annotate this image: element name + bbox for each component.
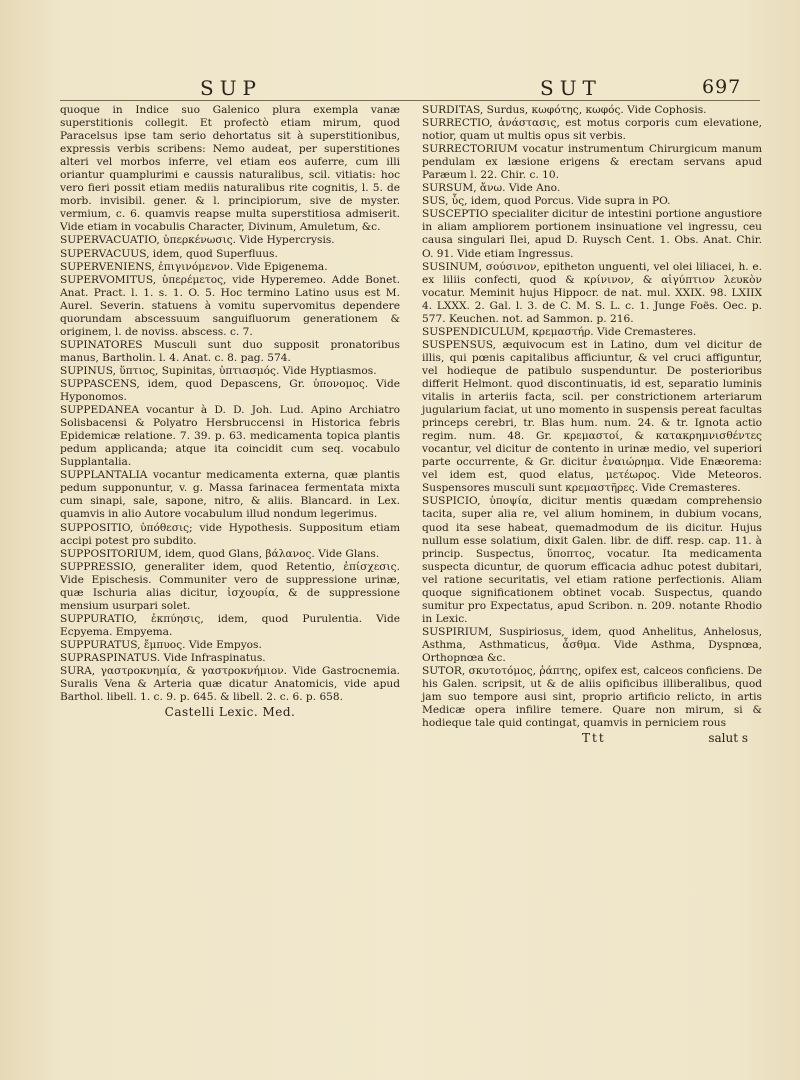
entry-paragraph: SUSPICIO, ὑποψία, dicitur mentis quædam comprehensio tacita, super alia re, vel alium hominem, in dubium vocans, quod ita sese habeat, quemadmodum de iis dicitur. Hujus nullum esse solatium, dixit Galen. libr. de diff. resp. cap. 11. à princip. Suspectus, ὕποπτος, vocatur. Ita medicamenta suspecta dicuntur, de quorum efficacia adhuc potest dubitari, vel ratione securitatis, vel etiam ratione perfectionis. Aliam quoque significationem obtinet vocab. Suspectus, quando sumitur pro Expectatus, apud Scribon. n. 209. notante Rhodio in Lexic. [422, 495, 762, 625]
entry-paragraph: SUPINATORES Musculi sunt duo supposit pronatoribus manus, Bartholin. l. 4. Anat. c. 8. pag. 574. [60, 338, 400, 364]
entry-paragraph: quoque in Indice suo Galenico plura exempla vanæ superstitionis collegit. Et profectò etiam mirum, quod Paracelsus ipse tam serio dehortatus sit à superstitionibus, expressis verbis scribens: Nemo audeat, per superstitiones alteri vel morbos inferre, vel etiam eos auferre, cum illi oriantur quamplurimi e caussis naturalibus, scil. vitiatis: hoc vero fieri possit etiam mediis naturalibus rite cognitis, l. 5. de morb. invisibil. gener. & l. principiorum, sive de myster. vermium, c. 6. quamvis reapse multa superstitiosa admiserit. Vide etiam in vocabulis Character, Divinum, Amuletum, &c. [60, 104, 400, 234]
running-head-right: SUT [540, 76, 602, 100]
header-rule [60, 100, 760, 101]
catchword: salut s [708, 731, 748, 746]
entry-paragraph: SUPERVENIENS, ἐπιγινόμενον. Vide Epigenema. [60, 260, 328, 273]
catchline: Castelli Lexic. Med. [164, 705, 296, 720]
entry-paragraph: SURDITAS, Surdus, κωφότης, κωφός. Vide Cophosis. [422, 104, 707, 116]
entry-paragraph: SURA, γαστροκνημία, & γαστροκνήμιον. Vide Gastrocnemia. Suralis Vena & Arteria quæ dicatur Anatomicis, vide apud Barthol. libell. 1. c. 9. p. 645. & libell. 2. c. 6. p. 658. [60, 665, 400, 704]
entry-paragraph: SUPPOSITORIUM, idem, quod Glans, βάλανος. Vide Glans. [60, 547, 380, 560]
entry-paragraph: SUPINUS, ὕπτιος, Supinitas, ὑπτιασμός. Vide Hyptiasmos. [60, 364, 377, 377]
entry-paragraph: SUTOR, σκυτοτόμος, ῥάπτης, opifex est, calceos conficiens. De his Galen. scripsit, ut & de aliis opificibus illiberalibus, quod jam suo tempore ausi sint, proprio artificio relicto, in artis Medicæ opera infilire temere. Quare non mirum, si & hodieque tale quid contingat, quamvis in perniciem rous [422, 665, 762, 730]
entry-paragraph: SUPPRESSIO, generaliter idem, quod Retentio, ἐπίσχεσις. Vide Epischesis. Communiter vero de suppressione urinæ, quæ Ischuria alias dicitur, ἰσχουρία, & de suppressione mensium usurpari solet. [60, 560, 400, 612]
page-number: 697 [702, 76, 742, 98]
entry-paragraph: SUSPIRIUM, Suspiriosus, idem, quod Anhelitus, Anhelosus, Asthma, Asthmaticus, ἆσθμα. Vide Asthma, Dyspnœa, Orthopnœa &c. [422, 625, 762, 664]
entry-paragraph: SURRECTIO, ἀνάστασις, est motus corporis cum elevatione, notior, quam ut multis opus sit verbis. [422, 117, 762, 143]
entry-paragraph: SUPPEDANEA vocantur à D. D. Joh. Lud. Apino Archiatro Solisbacensi & Polyatro Hersbruccensi in Historica febris Epidemicæ relatione. 7. 39. p. 63. medicamenta topica plantis pedum applicanda; atque ita coincidit cum seq. vocabulo Supplantalia. [60, 404, 400, 469]
right-column [422, 104, 762, 745]
entry-paragraph: SUS, ὗς, idem, quod Porcus. Vide supra in PO. [422, 195, 671, 208]
entry-paragraph: SUPPASCENS, idem, quod Depascens, Gr. ὑπονομος. Vide Hyponomos. [60, 377, 400, 404]
entry-paragraph: SUPRASPINATUS. Vide Infraspinatus. [60, 651, 266, 664]
entry-paragraph: SUPPURATUS, ἔμπυος. Vide Empyos. [60, 638, 262, 651]
entry-paragraph: SUPPLANTALIA vocantur medicamenta externa, quæ plantis pedum supponuntur, v. g. Massa farinacea fermentata mixta cum sinapi, sale, sapone, nitro, & aliis. Blancard. in Lex. quamvis in alio Autore vocabulum illud nondum legerimus. [60, 469, 400, 521]
entry-paragraph: SURSUM, ἄνω. Vide Ano. [422, 182, 561, 195]
entry-paragraph: SUPERVACUUS, idem, quod Superfluus. [60, 247, 278, 260]
entry-paragraph: SUSPENDICULUM, κρεμαστήρ. Vide Cremasteres. [422, 325, 697, 338]
entry-paragraph: SUSINUM, σούσινον, epitheton unguenti, vel olei liliacei, h. e. ex liliis confecti, quod & κρίνινον, & αἰγύπτιον λευκὸν vocatur. Meminit hujus Hippocr. de nat. mul. XXIX. 98. LXIIX 4. LXXX. 2. Gal. l. 3. de C. M. S. L. c. 1. Junge Foës. Oec. p. 577. Keuchen. not. ad Sammon. p. 216. [422, 260, 762, 325]
entry-paragraph: SURRECTORIUM vocatur instrumentum Chirurgicum manum pendulam ex læsione erigens & erectam servans apud Paræum l. 22. Chir. c. 10. [422, 143, 762, 182]
entry-paragraph: SUPPURATIO, ἐκπύησις, idem, quod Purulentia. Vide Ecpyema. Empyema. [60, 612, 400, 638]
entry-paragraph: SUPPOSITIO, ὑπόθεσις; vide Hypothesis. Suppositum etiam accipi potest pro subdito. [60, 521, 400, 547]
left-column [60, 104, 400, 719]
signature-mark: Ttt [582, 731, 606, 746]
entry-paragraph: SUPERVOMITUS, ὑπερέμετος, vide Hyperemeo. Adde Bonet. Anat. Pract. l. 1. s. 1. O. 5. Hoc termino Latino usus est M. Aurel. Severin. statuens à vomitu supervomitus dependere quorundam abscessuum sanguifluorum generationem & originem, l. de noviss. abscess. c. 7. [60, 273, 400, 338]
running-head-left: SUP [200, 76, 263, 100]
entry-paragraph: SUSPENSUS, æquivocum est in Latino, dum vel dicitur de illis, qui pœnis capitalibus afficiuntur, & vel cruci affiguntur, vel hodieque de patibulo suspenduntur. De posterioribus differit Helmont. quod discontinuatis, id est, separatio luminis vitalis in arteriis facta, scil. per constrictionem arteriarum jugularium faciat, ut uno momento in suspensis pereat facultas princeps cerebri, tr. Blas hum. num. 24. & tr. Ignota actio regim. num. 48. Gr. κρεμαστοί, & κατακρημνισθέντες vocantur, vel dicitur de contento in urinæ medio, vel superiori parte occurrente, & Gr. dicitur ἐναιώρημα. Vide Enæorema: vel idem est, quod elatus, μετέωρος. Vide Meteoros. Suspensores musculi sunt κρεμαστῆρες. Vide Cremasteres. [422, 338, 762, 495]
entry-paragraph: SUPERVACUATIO, ὑπερκένωσις. Vide Hypercrysis. [60, 234, 335, 247]
page-footer [422, 732, 762, 745]
entry-paragraph: SUSCEPTIO specialiter dicitur de intestini portione angustiore in aliam ampliorem portionem insinuatione vel ingressu, ceu causa singulari Ilei, apud D. Ruysch Cent. 1. Obs. Anat. Chir. O. 91. Vide etiam Ingressus. [422, 208, 762, 260]
